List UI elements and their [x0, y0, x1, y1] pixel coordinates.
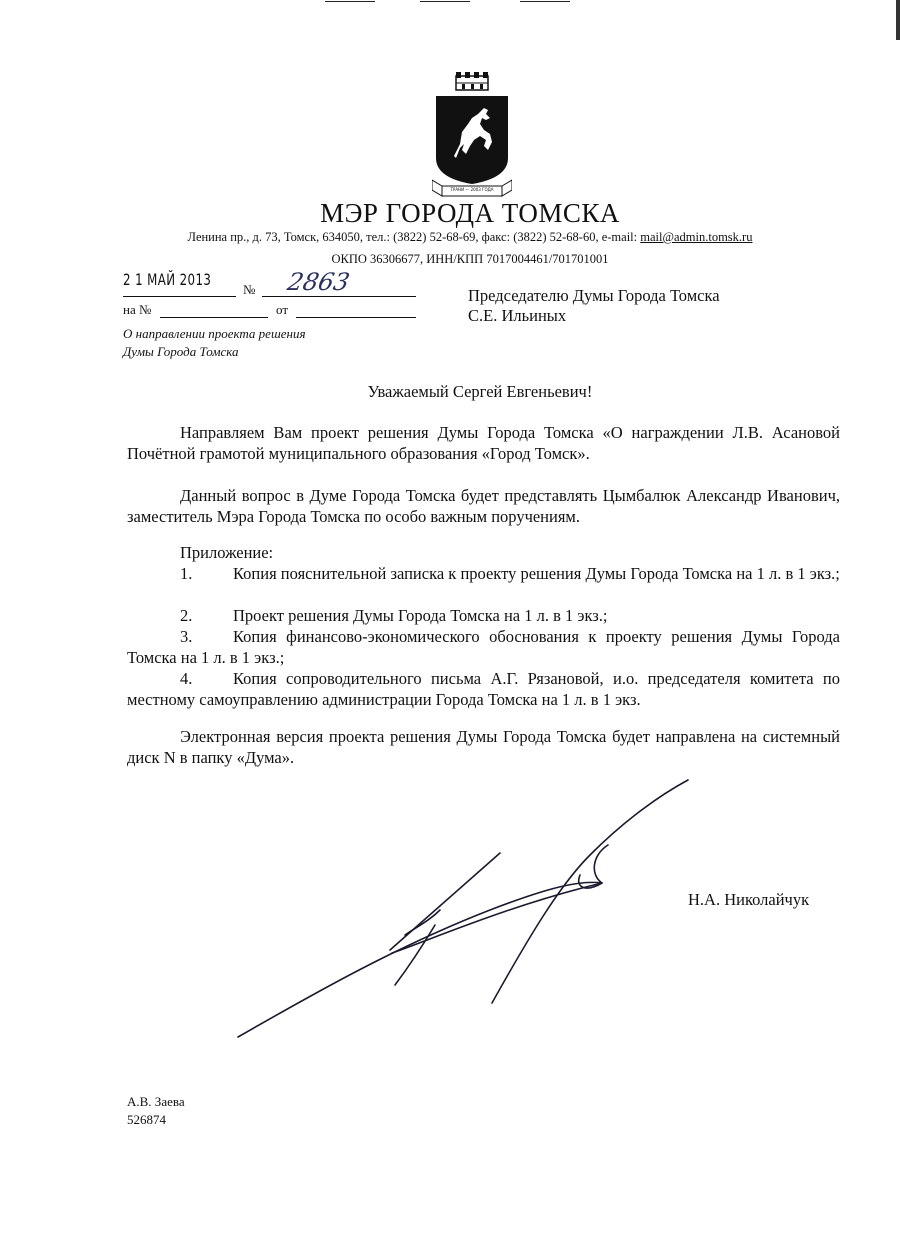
emblem-ribbon-text: ТРАНИ — 2003 ГОДА: [450, 187, 494, 192]
org-address: [0, 230, 900, 245]
number-label: №: [243, 282, 256, 297]
attachment-item: [127, 563, 840, 584]
org-title: МЭР ГОРОДА ТОМСКА: [320, 198, 620, 228]
signer-name: Н.А. Николайчук: [688, 890, 810, 909]
executor-phone: 526874: [127, 1112, 166, 1127]
attachment-num: 3.: [180, 627, 193, 646]
ref-label: на №: [123, 302, 152, 317]
addressee-line: Председателю Думы Города Томска: [468, 286, 720, 305]
addressee-name: С.Е. Ильиных: [468, 306, 567, 325]
attachment-text: Копия финансово-экономического обоснования к проекту решения Думы Города Томска на 1 л. в 1 экз.;: [127, 627, 840, 667]
paragraph-1: Направляем Вам проект решения Думы Города Томска «О награждении Л.В. Асановой Почётной грамотой муниципального образования «Город Томск».: [127, 423, 840, 463]
scan-mark: [325, 1, 375, 2]
attachment-text: Копия сопроводительного письма А.Г. Рязановой, и.о. председателя комитета по местному самоуправлению администрации Города Томска на 1 л. в 1 экз.: [127, 669, 840, 709]
subject-line: О направлении проекта решения: [123, 326, 306, 341]
handwritten-number: 2863: [285, 268, 353, 296]
city-coat-of-arms: [432, 70, 512, 198]
org-codes: ОКПО 36306677, ИНН/КПП 7017004461/701701001: [331, 252, 609, 266]
attachments-label: Приложение:: [180, 543, 274, 562]
attachment-num: 2.: [180, 606, 193, 625]
greeting: Уважаемый Сергей Евгеньевич!: [367, 382, 593, 401]
attachment-item: [127, 668, 840, 710]
attachment-num: 1.: [180, 564, 193, 583]
executor-name: А.В. Заева: [127, 1094, 185, 1109]
email-link[interactable]: mail@admin.tomsk.ru: [640, 230, 753, 244]
crown-icon: [456, 72, 488, 90]
attachment-text: Проект решения Думы Города Томска на 1 л. в 1 экз.;: [233, 606, 608, 625]
from-label: от: [276, 302, 289, 317]
paragraph-3: Электронная версия проекта решения Думы Города Томска будет направлена на системный диск N в папку «Дума».: [127, 727, 840, 767]
attachment-item: [127, 626, 840, 668]
addressee: [468, 286, 720, 326]
scan-mark: [420, 1, 470, 2]
date-line: [123, 296, 236, 297]
date-stamp: 2 1 МАЙ 2013: [123, 270, 212, 289]
number-line: [262, 296, 416, 297]
address-text: Ленина пр., д. 73, Томск, 634050, тел.: (3822) 52-68-69, факс: (3822) 52-68-60, e-mail:: [187, 230, 641, 244]
subject-line: Думы Города Томска: [123, 344, 239, 359]
attachment-num: 4.: [180, 669, 193, 688]
ref-line: [160, 317, 268, 318]
scan-mark: [520, 1, 570, 2]
handwritten-signature: [230, 775, 700, 1045]
paragraph-2: Данный вопрос в Думе Города Томска будет представлять Цымбалюк Александр Иванович, заместитель Мэра Города Томска по особо важным поручениям.: [127, 486, 840, 526]
attachment-item: [127, 605, 840, 626]
scan-edge: [896, 0, 900, 40]
attachment-text: Копия пояснительной записка к проекту решения Думы Города Томска на 1 л. в 1 экз.;: [233, 564, 840, 583]
executor: [127, 1093, 185, 1129]
from-line: [296, 317, 416, 318]
subject: [123, 325, 306, 361]
